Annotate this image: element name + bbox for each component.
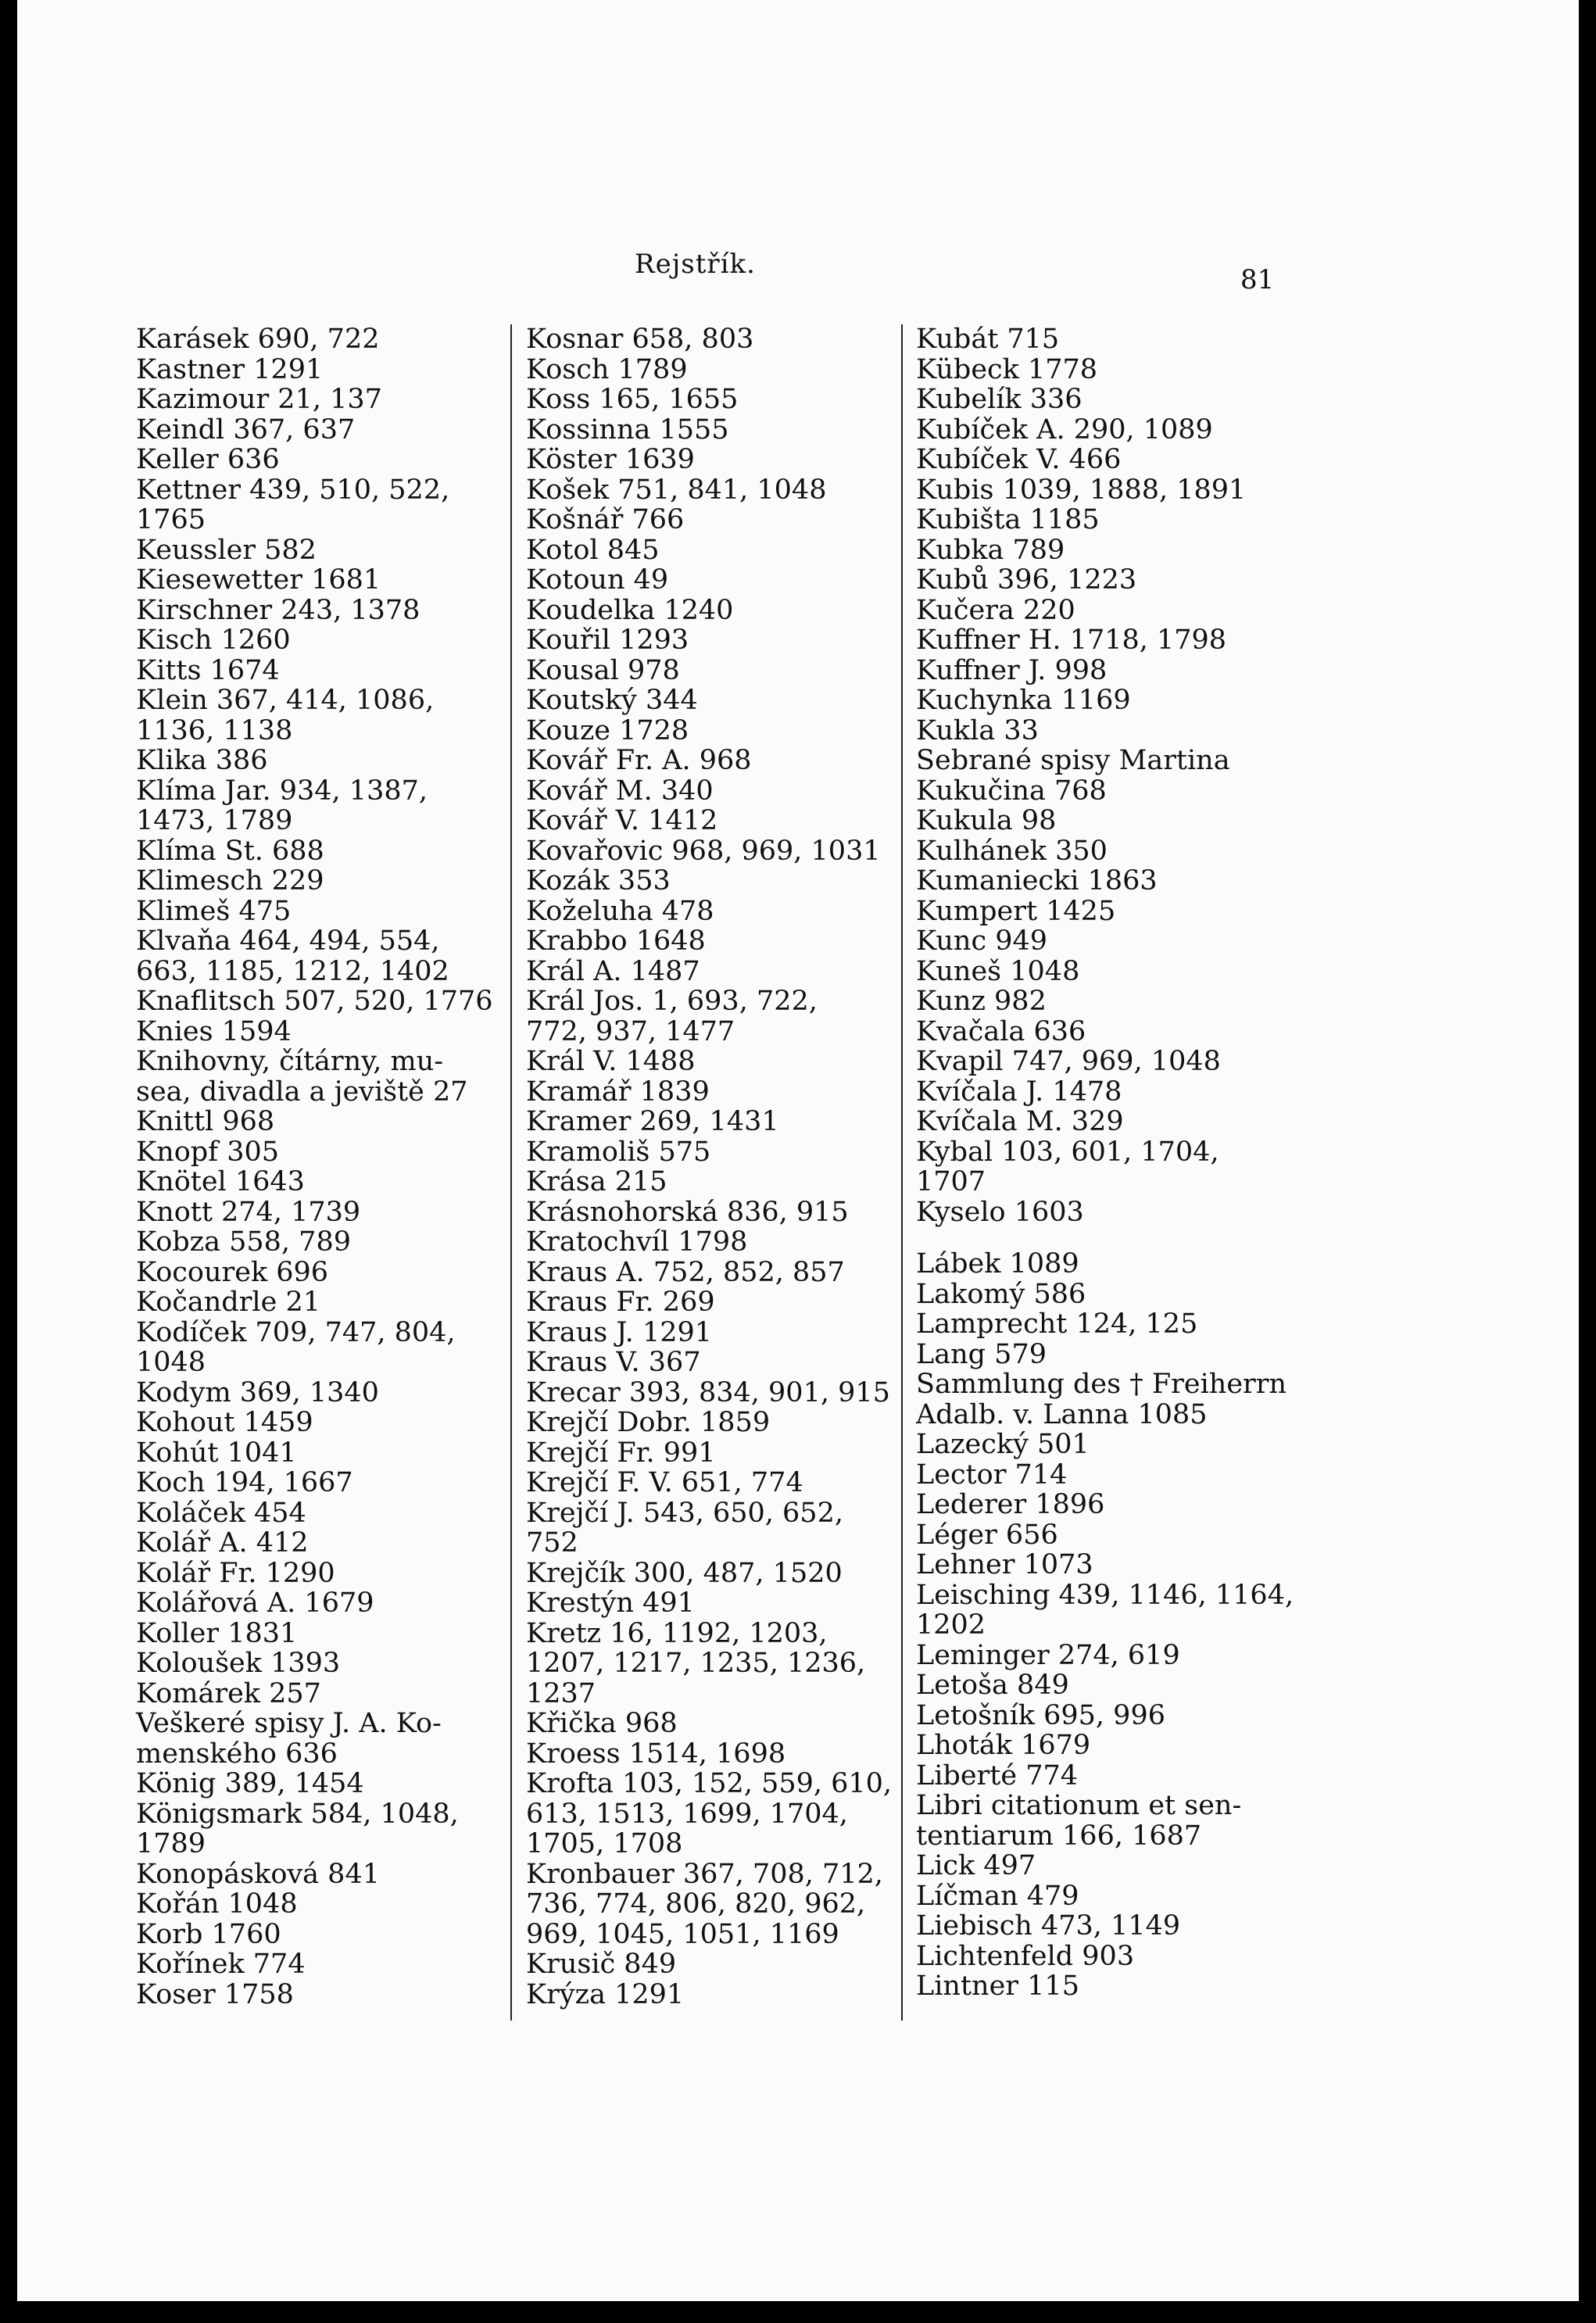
- index-entry: Kramer 269, 1431: [526, 1106, 779, 1137]
- index-entry: Kosnar 658, 803: [526, 324, 754, 355]
- index-entry: 613, 1513, 1699, 1704,: [526, 1798, 848, 1830]
- index-entry: Krestýn 491: [526, 1587, 695, 1619]
- index-entry: 1048: [136, 1347, 206, 1378]
- index-entry: Krása 215: [526, 1166, 667, 1197]
- index-column-1: [136, 324, 511, 2010]
- index-entry: Koss 165, 1655: [526, 384, 739, 415]
- index-entry: Kroess 1514, 1698: [526, 1738, 786, 1770]
- index-entry: Kastner 1291: [136, 353, 324, 385]
- index-entry: Lábek 1089: [916, 1248, 1079, 1280]
- index-entry: Klimesch 229: [136, 865, 324, 897]
- index-entry: Kettner 439, 510, 522,: [136, 474, 450, 506]
- index-entry: Král A. 1487: [526, 955, 700, 987]
- index-entry: Kubka 789: [916, 534, 1065, 566]
- index-entry: König 389, 1454: [136, 1768, 364, 1799]
- index-entry: tentiarum 166, 1687: [916, 1820, 1202, 1852]
- index-entry: Kuneš 1048: [916, 955, 1080, 987]
- index-entry: Lichtenfeld 903: [916, 1940, 1135, 1972]
- index-entry: Koudelka 1240: [526, 594, 734, 626]
- index-entry: Kukla 33: [916, 714, 1039, 746]
- index-entry: Lector 714: [916, 1459, 1068, 1491]
- index-entry: Kraus A. 752, 852, 857: [526, 1256, 845, 1288]
- index-entry: Köster 1639: [526, 444, 695, 475]
- index-entry: Kubíček A. 290, 1089: [916, 413, 1213, 446]
- index-entry: Koláček 454: [136, 1497, 306, 1529]
- index-entry: 1202: [916, 1609, 986, 1641]
- index-entry: Lederer 1896: [916, 1489, 1105, 1520]
- index-entry: Kovář V. 1412: [526, 805, 718, 836]
- index-entry: Libri citationum et sen-: [916, 1790, 1242, 1821]
- index-entry: Krejčí Fr. 991: [526, 1437, 716, 1469]
- index-entry: Kratochvíl 1798: [526, 1226, 748, 1258]
- index-entry: Kraus V. 367: [526, 1347, 701, 1378]
- index-entry: Kouřil 1293: [526, 625, 689, 656]
- index-entry: Kunz 982: [916, 986, 1047, 1017]
- index-entry: Koželuha 478: [526, 895, 714, 927]
- index-entry: Kretz 16, 1192, 1203,: [526, 1617, 828, 1649]
- index-entry: 1237: [526, 1677, 596, 1709]
- index-entry: Sammlung des † Freiherrn: [916, 1369, 1287, 1400]
- index-entry: Kořínek 774: [136, 1949, 306, 1980]
- index-entry: Křička 968: [526, 1708, 678, 1739]
- index-entry: Kubů 396, 1223: [916, 564, 1137, 596]
- index-entry: Kronbauer 367, 708, 712,: [526, 1858, 883, 1890]
- index-entry: Kitts 1674: [136, 654, 280, 686]
- index-entry: Kuffner H. 1718, 1798: [916, 625, 1227, 656]
- index-entry: Kodym 369, 1340: [136, 1376, 379, 1408]
- index-entry: Lang 579: [916, 1338, 1047, 1370]
- index-entry: Klika 386: [136, 745, 268, 776]
- index-column-3: [916, 324, 1315, 2002]
- index-entry: Korb 1760: [136, 1918, 281, 1950]
- index-entry: Veškeré spisy J. A. Ko-: [136, 1708, 442, 1739]
- index-entry: Kramoliš 575: [526, 1136, 711, 1168]
- index-entry: Kvíčala M. 329: [916, 1106, 1124, 1137]
- page-title: Rejstřík.: [635, 249, 756, 280]
- index-entry: 1136, 1138: [136, 714, 293, 746]
- index-entry: 1765: [136, 504, 206, 535]
- index-entry: 1789: [136, 1828, 206, 1859]
- index-entry: 1207, 1217, 1235, 1236,: [526, 1648, 866, 1679]
- index-entry: Král V. 1488: [526, 1046, 696, 1077]
- index-entry: Knott 274, 1739: [136, 1196, 361, 1228]
- index-entry: Adalb. v. Lanna 1085: [916, 1398, 1208, 1430]
- index-entry: Kiesewetter 1681: [136, 564, 381, 596]
- index-entry: Keindl 367, 637: [136, 413, 356, 446]
- index-entry: Krejčí F. V. 651, 774: [526, 1467, 803, 1498]
- index-entry: Krecar 393, 834, 901, 915: [526, 1376, 890, 1408]
- index-entry: Kučera 220: [916, 594, 1075, 626]
- index-entry: 1473, 1789: [136, 805, 293, 836]
- index-column-2: [526, 324, 917, 2010]
- index-entry: Kybal 103, 601, 1704,: [916, 1136, 1219, 1168]
- index-entry: Kazimour 21, 137: [136, 384, 382, 415]
- index-entry: Krabbo 1648: [526, 925, 706, 957]
- index-entry: Knaflitsch 507, 520, 1776: [136, 986, 493, 1017]
- index-entry: Kubis 1039, 1888, 1891: [916, 474, 1247, 506]
- index-entry: Kirschner 243, 1378: [136, 594, 420, 626]
- index-entry: 752: [526, 1527, 578, 1559]
- page: [17, 0, 1579, 2301]
- index-entry: 736, 774, 806, 820, 962,: [526, 1888, 866, 1920]
- index-entry: Krejčí J. 543, 650, 652,: [526, 1497, 843, 1529]
- index-entry: Krásnohorská 836, 915: [526, 1196, 849, 1228]
- index-entry: Liebisch 473, 1149: [916, 1910, 1181, 1942]
- index-entry: Leisching 439, 1146, 1164,: [916, 1579, 1294, 1611]
- index-entry: Kraus Fr. 269: [526, 1287, 715, 1318]
- index-entry: Knies 1594: [136, 1015, 292, 1047]
- index-entry: Kumaniecki 1863: [916, 865, 1158, 897]
- index-entry: Krejčík 300, 487, 1520: [526, 1557, 843, 1589]
- index-entry: Kočandrle 21: [136, 1287, 320, 1318]
- index-entry: 969, 1045, 1051, 1169: [526, 1918, 839, 1950]
- index-entry: Kouze 1728: [526, 714, 689, 746]
- index-entry: Komárek 257: [136, 1677, 321, 1709]
- index-entry: Kvíčala J. 1478: [916, 1076, 1122, 1108]
- index-entry: Kramář 1839: [526, 1076, 710, 1108]
- page-header: [17, 249, 1579, 295]
- index-entry: Kolářová A. 1679: [136, 1587, 374, 1619]
- index-entry: Koser 1758: [136, 1978, 294, 2010]
- index-entry: 1707: [916, 1166, 986, 1197]
- index-entry: Krusič 849: [526, 1949, 677, 1980]
- page-number: 81: [1240, 264, 1275, 295]
- index-entry: Kovář Fr. A. 968: [526, 745, 752, 776]
- index-entry: Leminger 274, 619: [916, 1639, 1180, 1671]
- index-entry: Königsmark 584, 1048,: [136, 1798, 459, 1830]
- index-entry: Kunc 949: [916, 925, 1047, 957]
- index-entry: Lakomý 586: [916, 1278, 1086, 1310]
- index-entry: Kovář M. 340: [526, 775, 714, 807]
- index-entry: Knittl 968: [136, 1106, 275, 1137]
- index-entry: Koloušek 1393: [136, 1648, 341, 1679]
- index-entry: Kohút 1041: [136, 1437, 297, 1469]
- index-entry: Klimeš 475: [136, 895, 292, 927]
- index-entry: Kobza 558, 789: [136, 1226, 351, 1258]
- index-entry: Kodíček 709, 747, 804,: [136, 1316, 456, 1348]
- index-entry: Lintner 115: [916, 1970, 1079, 2002]
- index-entry: Klvaňa 464, 494, 554,: [136, 925, 440, 957]
- index-entry: Kotoun 49: [526, 564, 669, 596]
- index-entry: Klíma St. 688: [136, 835, 324, 867]
- index-entry: Klíma Jar. 934, 1387,: [136, 775, 428, 807]
- index-entry: Léger 656: [916, 1519, 1058, 1551]
- index-entry: Krejčí Dobr. 1859: [526, 1407, 771, 1438]
- index-entry: Kossinna 1555: [526, 413, 729, 446]
- index-entry: Lamprecht 124, 125: [916, 1308, 1198, 1340]
- index-entry: Kukula 98: [916, 805, 1057, 836]
- index-entry: Karásek 690, 722: [136, 324, 380, 355]
- index-entry: Kubišta 1185: [916, 504, 1100, 535]
- index-entry: Lehner 1073: [916, 1549, 1093, 1580]
- group-gap: [916, 1227, 1315, 1249]
- index-entry: Kukučina 768: [916, 775, 1107, 807]
- index-entry: Koch 194, 1667: [136, 1467, 353, 1498]
- index-entry: Krýza 1291: [526, 1978, 685, 2010]
- index-entry: Sebrané spisy Martina: [916, 745, 1230, 776]
- index-entry: Kolář Fr. 1290: [136, 1557, 335, 1589]
- index-entry: Knopf 305: [136, 1136, 280, 1168]
- index-entry: Kvapil 747, 969, 1048: [916, 1046, 1221, 1077]
- index-entry: Kulhánek 350: [916, 835, 1108, 867]
- index-entry: Kocourek 696: [136, 1256, 329, 1288]
- index-entry: Kyselo 1603: [916, 1196, 1084, 1228]
- index-entry: Koller 1831: [136, 1617, 298, 1649]
- index-entry: Kolář A. 412: [136, 1527, 309, 1559]
- index-entry: Lazecký 501: [916, 1429, 1090, 1460]
- index-entry: 663, 1185, 1212, 1402: [136, 955, 449, 987]
- index-entry: Kraus J. 1291: [526, 1316, 713, 1348]
- index-entry: Letošník 695, 996: [916, 1699, 1165, 1731]
- column-divider: [901, 324, 903, 2021]
- index-entry: Letoša 849: [916, 1670, 1069, 1701]
- index-entry: Kubát 715: [916, 324, 1060, 355]
- index-entry: Krofta 103, 152, 559, 610,: [526, 1768, 893, 1799]
- column-divider: [510, 324, 512, 2021]
- index-entry: Kisch 1260: [136, 625, 291, 656]
- index-entry: Košek 751, 841, 1048: [526, 474, 827, 506]
- index-entry: Konopásková 841: [136, 1858, 380, 1890]
- index-group-k: [916, 324, 1315, 1227]
- index-entry: Kuffner J. 998: [916, 654, 1108, 686]
- index-entry: sea, divadla a jeviště 27: [136, 1076, 468, 1108]
- index-entry: Lick 497: [916, 1850, 1036, 1881]
- index-entry: Král Jos. 1, 693, 722,: [526, 986, 818, 1017]
- index-entry: Kvačala 636: [916, 1015, 1086, 1047]
- index-entry: Knihovny, čítárny, mu-: [136, 1046, 444, 1077]
- index-entry: Kübeck 1778: [916, 353, 1098, 385]
- index-entry: Kumpert 1425: [916, 895, 1116, 927]
- index-entry: Kubelík 336: [916, 384, 1082, 415]
- index-entry: Klein 367, 414, 1086,: [136, 685, 435, 716]
- index-entry: Knötel 1643: [136, 1166, 305, 1197]
- index-entry: Kuchynka 1169: [916, 685, 1131, 716]
- index-entry: Kozák 353: [526, 865, 671, 897]
- index-entry: Lhoták 1679: [916, 1730, 1091, 1761]
- index-entry: Kousal 978: [526, 654, 680, 686]
- index-entry: Kotol 845: [526, 534, 660, 566]
- index-entry: Líčman 479: [916, 1880, 1079, 1912]
- index-entry: Kubíček V. 466: [916, 444, 1122, 475]
- index-entry: Keller 636: [136, 444, 280, 475]
- index-entry: Kosch 1789: [526, 353, 688, 385]
- index-entry: Kořán 1048: [136, 1888, 298, 1920]
- index-entry: menského 636: [136, 1738, 338, 1770]
- index-entry: Keussler 582: [136, 534, 317, 566]
- index-entry: Koutský 344: [526, 685, 698, 716]
- index-group-l: [916, 1249, 1315, 2002]
- index-entry: Kohout 1459: [136, 1407, 313, 1438]
- index-entry: 772, 937, 1477: [526, 1015, 735, 1047]
- index-entry: Košnář 766: [526, 504, 685, 535]
- index-entry: Kovařovic 968, 969, 1031: [526, 835, 881, 867]
- index-entry: Liberté 774: [916, 1759, 1078, 1791]
- index-entry: 1705, 1708: [526, 1828, 683, 1859]
